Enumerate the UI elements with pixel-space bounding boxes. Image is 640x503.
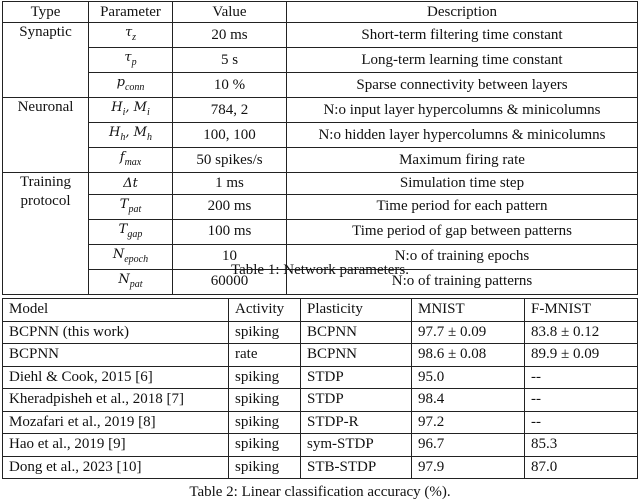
activity-cell: spiking xyxy=(229,366,301,389)
model-cell: Hao et al., 2019 [9] xyxy=(3,434,229,457)
classification-accuracy-table xyxy=(2,298,638,479)
fmnist-cell: 89.9 ± 0.09 xyxy=(525,344,638,367)
column-header: Value xyxy=(173,2,287,23)
parameter-subscript: pat xyxy=(129,278,143,290)
table-row xyxy=(3,173,638,194)
plasticity-cell: sym-STDP xyxy=(301,434,412,457)
parameter-subscript: z xyxy=(132,32,137,44)
value-cell: 1 ms xyxy=(173,173,287,194)
table-row xyxy=(3,148,638,173)
parameter-cell xyxy=(89,73,173,98)
description-cell: N:o hidden layer hypercolumns & minicolumns xyxy=(287,123,638,148)
parameter-cell xyxy=(89,194,173,219)
parameter-symbol: T xyxy=(119,196,129,212)
value-cell: 100, 100 xyxy=(173,123,287,148)
table-row xyxy=(3,344,638,367)
model-cell: BCPNN (this work) xyxy=(3,321,229,344)
plasticity-cell: STB-STDP xyxy=(301,456,412,479)
table2-caption: Table 2: Linear classification accuracy (%). xyxy=(189,484,451,500)
table-row xyxy=(3,321,638,344)
description-cell: Long-term learning time constant xyxy=(287,48,638,73)
model-cell: Dong et al., 2023 [10] xyxy=(3,456,229,479)
parameter-symbol: H xyxy=(109,125,121,141)
table1-caption: Table 1: Network parameters. xyxy=(230,262,410,278)
table-row xyxy=(3,366,638,389)
value-cell: 784, 2 xyxy=(173,98,287,123)
parameter-subscript: conn xyxy=(124,82,145,94)
parameter-symbol: , M xyxy=(125,100,147,116)
plasticity-cell: BCPNN xyxy=(301,321,412,344)
value-cell: 10 xyxy=(173,244,287,269)
activity-cell: spiking xyxy=(229,389,301,412)
table-header-row xyxy=(3,299,638,322)
parameter-symbol: N xyxy=(118,271,130,287)
parameter-cell xyxy=(89,23,173,48)
activity-cell: spiking xyxy=(229,434,301,457)
column-header: Model xyxy=(3,299,229,322)
description-cell: Sparse connectivity between layers xyxy=(287,73,638,98)
table-row xyxy=(3,123,638,148)
value-cell: 20 ms xyxy=(173,23,287,48)
parameter-symbol: T xyxy=(118,221,128,237)
mnist-cell: 98.4 xyxy=(412,389,525,412)
table-row xyxy=(3,98,638,123)
parameter-cell xyxy=(89,48,173,73)
table-row xyxy=(3,194,638,219)
parameter-cell xyxy=(89,98,173,123)
parameter-subscript: gap xyxy=(127,228,143,240)
model-cell: BCPNN xyxy=(3,344,229,367)
network-parameters-table xyxy=(2,1,638,295)
table-row xyxy=(3,389,638,412)
fmnist-cell: -- xyxy=(525,389,638,412)
activity-cell: rate xyxy=(229,344,301,367)
model-cell: Kheradpisheh et al., 2018 [7] xyxy=(3,389,229,412)
fmnist-cell: 83.8 ± 0.12 xyxy=(525,321,638,344)
table-row xyxy=(3,456,638,479)
plasticity-cell: STDP xyxy=(301,389,412,412)
parameter-cell xyxy=(89,173,173,194)
parameter-subscript: h xyxy=(120,132,126,144)
mnist-cell: 96.7 xyxy=(412,434,525,457)
parameter-subscript: i xyxy=(146,107,150,119)
description-cell: Maximum firing rate xyxy=(287,148,638,173)
value-cell: 5 s xyxy=(173,48,287,73)
description-cell: Time period of gap between patterns xyxy=(287,219,638,244)
type-cell: Training protocol xyxy=(3,173,89,294)
table-header-row xyxy=(3,2,638,23)
column-header: Type xyxy=(3,2,89,23)
value-cell: 60000 xyxy=(173,269,287,294)
description-cell: Short-term filtering time constant xyxy=(287,23,638,48)
fmnist-cell: 87.0 xyxy=(525,456,638,479)
parameter-symbol: , M xyxy=(125,125,147,141)
parameter-cell xyxy=(89,123,173,148)
mnist-cell: 97.9 xyxy=(412,456,525,479)
value-cell: 100 ms xyxy=(173,219,287,244)
parameter-symbol: H xyxy=(111,100,123,116)
description-cell: N:o of training patterns xyxy=(287,269,638,294)
description-cell: Simulation time step xyxy=(287,173,638,194)
value-cell: 50 spikes/s xyxy=(173,148,287,173)
value-cell: 200 ms xyxy=(173,194,287,219)
value-cell: 10 % xyxy=(173,73,287,98)
column-header: Description xyxy=(287,2,638,23)
mnist-cell: 97.2 xyxy=(412,411,525,434)
description-cell: N:o of training epochs xyxy=(287,244,638,269)
fmnist-cell: -- xyxy=(525,366,638,389)
parameter-symbol: τ xyxy=(124,25,133,41)
parameter-subscript: max xyxy=(124,157,142,169)
activity-cell: spiking xyxy=(229,411,301,434)
table-row xyxy=(3,434,638,457)
table-row xyxy=(3,73,638,98)
plasticity-cell: STDP xyxy=(301,366,412,389)
parameter-subscript: pat xyxy=(128,203,142,215)
mnist-cell: 95.0 xyxy=(412,366,525,389)
parameter-subscript: i xyxy=(122,107,126,119)
model-cell: Mozafari et al., 2019 [8] xyxy=(3,411,229,434)
activity-cell: spiking xyxy=(229,321,301,344)
type-cell: Synaptic xyxy=(3,23,89,98)
parameter-subscript: p xyxy=(131,57,137,69)
parameter-cell xyxy=(89,148,173,173)
parameter-symbol: N xyxy=(112,246,125,262)
parameter-subscript: h xyxy=(146,132,152,144)
activity-cell: spiking xyxy=(229,456,301,479)
column-header: MNIST xyxy=(412,299,525,322)
parameter-cell xyxy=(89,219,173,244)
parameter-symbol: f xyxy=(119,150,125,166)
table-row xyxy=(3,23,638,48)
type-cell: Neuronal xyxy=(3,98,89,173)
description-cell: N:o input layer hypercolumns & minicolumns xyxy=(287,98,638,123)
parameter-symbol: Δt xyxy=(123,175,138,191)
plasticity-cell: BCPNN xyxy=(301,344,412,367)
parameter-symbol: τ xyxy=(124,50,132,66)
table-row xyxy=(3,48,638,73)
parameter-symbol: p xyxy=(116,75,125,91)
description-cell: Time period for each pattern xyxy=(287,194,638,219)
column-header: Activity xyxy=(229,299,301,322)
column-header: Plasticity xyxy=(301,299,412,322)
fmnist-cell: 85.3 xyxy=(525,434,638,457)
parameter-subscript: epoch xyxy=(124,253,149,265)
mnist-cell: 97.7 ± 0.09 xyxy=(412,321,525,344)
column-header: Parameter xyxy=(89,2,173,23)
model-cell: Diehl & Cook, 2015 [6] xyxy=(3,366,229,389)
column-header: F-MNIST xyxy=(525,299,638,322)
plasticity-cell: STDP-R xyxy=(301,411,412,434)
table-row xyxy=(3,219,638,244)
mnist-cell: 98.6 ± 0.08 xyxy=(412,344,525,367)
table-row xyxy=(3,411,638,434)
fmnist-cell: -- xyxy=(525,411,638,434)
